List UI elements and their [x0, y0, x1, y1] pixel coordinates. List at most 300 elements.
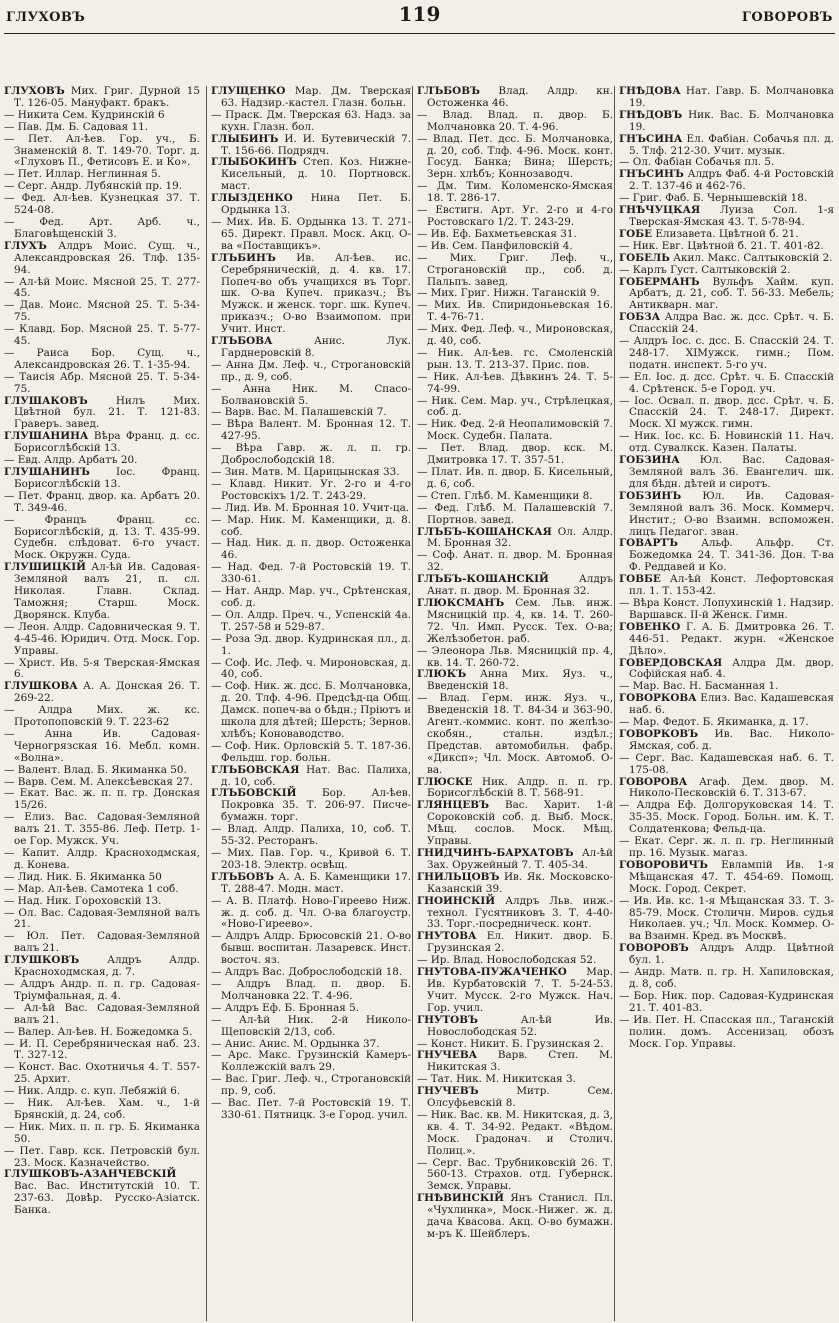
entry-details: — Екат. Вас. ж. п. п. гр. Донская 15/26. — [4, 787, 200, 812]
entry-details: — Анна Дм. Леф. ч., Строгановскій пр., д. 9, соб. — [211, 358, 411, 383]
entry-surname: ГОБЕРМАНЪ — [619, 275, 700, 288]
directory-entry — [619, 491, 834, 539]
directory-entry — [211, 193, 411, 217]
running-head-right: ГОВОРОВЪ — [741, 10, 833, 25]
entry-surname: ГЛЫБИНЪ — [211, 132, 279, 145]
directory-entry — [211, 1015, 411, 1039]
directory-entry — [417, 372, 613, 396]
entry-details: — Ол. Алдр. Преч. ч., Успенскій 4а. Т. 257-58 и 529-87. — [211, 608, 411, 633]
entry-details: — Мар. Вас. Н. Басманная 1. — [619, 680, 779, 693]
entry-details: — Ал-ѣй Моис. Мясной 25. Т. 277-45. — [4, 275, 200, 300]
entry-details: — Соф. Ник. Орловскій 5. Т. 187-36. Фельдш. гор. больн. — [211, 739, 411, 764]
directory-entry — [417, 800, 613, 848]
directory-entry — [211, 562, 411, 586]
entry-details: — Ол. Вас. Садовая-Земляной валъ 21. — [4, 906, 200, 931]
entry-details: А. А. Донская 26. Т. 269-22. — [14, 680, 200, 705]
entry-details: — Евстигн. Арт. Уг. 2-го и 4-го Ростовскаго 1/2. Т. 243-29. — [417, 204, 613, 228]
directory-entry — [619, 277, 834, 313]
entry-surname: ГЛУШАНИНА — [4, 430, 89, 443]
directory-entry — [4, 788, 200, 812]
directory-entry — [4, 491, 200, 515]
entry-details: — Ив. Пет. Н. Спасская пл., Таганскій полин. домъ. Ассенизац. обозъ Моск. Гор. Управы. — [619, 1013, 834, 1050]
entry-details: — Никита Сем. Кудринскій 6 — [4, 108, 165, 121]
entry-details: — И. П. Серебряническая наб. 23. Т. 327-12. — [4, 1037, 200, 1062]
entry-details: Мих. Григ. Дурной 15 Т. 126-05. Мануфакт. бракъ. — [14, 86, 200, 109]
entry-details: Алдръ Фаб. 4-й Ростовскій 2. Т. 137-46 и 462-76. — [629, 168, 834, 193]
directory-entry — [619, 658, 834, 682]
entry-details: — Ник. Фед. 2-й Неопалимовскій 7. Моск. Судебн. Палата. — [417, 418, 613, 443]
entry-details: — Ник. Сем. Мар. уч., Стрѣлецкая, соб. д. — [417, 394, 613, 419]
entry-details: — Ник. Іос. кс. Б. Новинскій 11. Нач. отд. Сувалкск. Казен. Палаты. — [619, 430, 834, 455]
entry-surname: ГЛУШИЦКІЙ — [4, 561, 86, 574]
entry-details: — Вѣра Конст. Лопухинскій 1. Надзир. Варшавск. II-й Женск. Гимн. — [619, 596, 834, 621]
directory-entry — [211, 658, 411, 682]
directory-entry — [417, 872, 613, 896]
entry-details: — Ник. Ал-ѣев. Дѣвкинъ 24. Т. 5-74-99. — [417, 370, 613, 395]
entry-details: — Плат. Ив. п. двор. Б. Кисельный, д. 6, соб. — [417, 466, 613, 490]
entry-details: — Фед. Глѣб. М. Палашевскій 7. Портнов. завед. — [417, 501, 613, 526]
entry-details: — Лид. Ник. Б. Якиманка 50 — [4, 870, 162, 883]
entry-details: Вас. Харит. 1-й Сороковскій соб. д. Выб. Моск. Мѣщ. сослов. Моск. Мѣщ. Управы. — [427, 799, 613, 848]
entry-details: Алдра Дм. двор. Софійская наб. 4. — [629, 656, 834, 681]
entry-details: — Конст. Никит. Б. Грузинская 2. — [417, 1037, 604, 1050]
directory-entry — [619, 967, 834, 991]
entry-details: — Элеонора Льв. Мясницкій пр. 4, кв. 14. Т. 260-72. — [417, 644, 613, 669]
entry-details: — Алдръ Еф. Б. Бронная 5. — [211, 1001, 360, 1014]
entry-surname: ГНУЧЕВЪ — [417, 1085, 479, 1098]
entry-details: — Вас. Пет. 7-й Ростовскій 19. Т. 330-61. Пятницк. 3-е Город. учил. — [211, 1097, 411, 1121]
directory-entry — [4, 515, 200, 563]
entry-details: — Пет. Иллар. Неглинная 5. — [4, 168, 161, 181]
directory-entry — [4, 1039, 200, 1063]
entry-surname: ГОВЕНКО — [619, 620, 681, 633]
entry-details: — Алдра Мих. ж. кс. Протопоповскій 9. Т. 223-62 — [4, 704, 200, 729]
directory-entry — [417, 300, 613, 324]
entry-details: — Францъ Франц. сс. Борисоглѣбскій, д. 13. Т. 435-99. Судебн. слѣдоват. 6-го участ. Моск. Окружн. Суда. — [4, 513, 200, 562]
entry-details: — Над. Ник. Гороховскій 13. — [4, 894, 162, 907]
entry-details: Ив. Як. Московско-Казанскій 39. — [427, 870, 613, 895]
directory-entry — [619, 622, 834, 658]
directory-entry — [4, 217, 200, 241]
entry-surname: ГЛУХОВЪ — [4, 86, 65, 97]
entry-details: — Леон. Алдр. Садовническая 9. Т. 4-45-46. Юридич. Отд. Моск. Гор. Управы. — [4, 620, 200, 657]
entry-details: — Пет. Франц. двор. ка. Арбатъ 20. Т. 349-46. — [4, 489, 200, 514]
entry-details: — Валент. Влад. Б. Якиманка 50. — [4, 763, 187, 776]
entry-details: — Алдра Еф. Долгоруковская 14. Т. 35-35. Моск. Город. Больн. им. К. Т. Солдатенкова; Фельд-ца. — [619, 799, 834, 836]
entry-surname: ГОВОРОВА — [619, 775, 688, 788]
directory-entry — [4, 955, 200, 979]
entry-details: — Тат. Ник. М. Никитская 3. — [417, 1073, 576, 1086]
entry-details: Мар. Ив. Курбатовскій 7. Т. 5-24-53. Учит. Мусск. 2-го Мужск. Нач. Гор. учил. — [427, 966, 613, 1014]
entry-details: Акил. Макс. Салтыковскій 2. — [673, 251, 833, 264]
entry-details: Ал-ѣй Конст. Лефортовская пл. 1. Т. 153-42. — [629, 573, 834, 598]
entry-details: Алдръ Алдр. Цвѣтной бул. 1. — [629, 942, 834, 967]
entry-surname: ГЛЫЗДЕНКО — [211, 192, 293, 205]
entry-details: Альф. Альфр. Ст. Божедомка 24. Т. 341-36. Дон. Т-ва Ф. Реддавей и Ко. — [629, 537, 834, 574]
entry-details: — Клавд. Бор. Мясной 25. Т. 5-77-45. — [4, 323, 200, 348]
entry-details: — Степ. Глѣб. М. Каменщики 8. — [417, 489, 593, 502]
entry-surname: ГЛЪБОВЪ — [417, 86, 480, 97]
entry-details: Ив. Вас. Николо-Ямская, соб. д. — [629, 727, 834, 752]
entry-details: Ив. Ал-ѣев. ис. Серебряническій, д. 4. кв. 17. Попеч-во объ учащихся въ Торг. шк. О-ва Купеч. приказч.; Въ Мужск. и женск. торг. шк. Купеч. приказч.; О-во Взаимопом. при Учит. Инст. — [221, 251, 411, 336]
directory-entry — [417, 253, 613, 289]
entry-details: Ол. Алдр. М. Бронная 32. — [427, 525, 613, 550]
directory-entry — [619, 110, 834, 134]
page-number: 119 — [398, 2, 441, 26]
directory-entry — [619, 134, 834, 158]
entry-surname: ГНЪСИНЪ — [619, 168, 684, 181]
entry-details: Елиз. Вас. Кадашевская наб. 6. — [629, 692, 834, 717]
directory-entry — [417, 574, 613, 598]
entry-surname: ГЛЪБОВЪ — [211, 870, 274, 883]
entry-surname: ГЛЮКСМАНЪ — [417, 596, 505, 609]
entry-details: — Конст. Вас. Охотничья 4. Т. 557-25. Архит. — [4, 1061, 200, 1086]
entry-details: — Ир. Влад. Новослободская 52. — [417, 954, 597, 967]
directory-entry — [417, 527, 613, 551]
entry-details: — Вѣра Гавр. ж. л. п. гр. Доброслободскій 18. — [211, 442, 411, 467]
directory-entry — [211, 217, 411, 253]
entry-details: — Мар. Федот. Б. Якиманка, д. 17. — [619, 716, 809, 729]
entry-details: — Мих. Ив. Спиридоньевская 16. Т. 4-76-71. — [417, 299, 613, 324]
entry-surname: ГОБЗА — [619, 311, 661, 324]
entry-details: Нат. Гавр. Б. Молчановка 19. — [629, 86, 834, 109]
directory-entry — [417, 1050, 613, 1074]
directory-entry — [4, 681, 200, 705]
directory-entry — [619, 943, 834, 967]
entry-details: — Мих. Григ. Леф. ч., Строгановскій пр., соб. д. Пальпъ. завед. — [417, 251, 613, 288]
directory-entry — [619, 431, 834, 455]
entry-details: — Ал-ѣй Ник. 2-й Николо-Щеповскій 2/13, соб. — [211, 1013, 411, 1038]
entry-details: — Влад. Герм. инж. Яуз. ч., Введенскій 18. Т. 84-34 и 363-90. Агент.-коммис. конт. по желѣзо-скобян., стальн. издѣл.; Представ. автомобильн. фабр. «Диксп»; Чл. Моск. Автомоб. О-ва. — [417, 692, 613, 776]
entry-surname: ГНѢЧУЦКАЯ — [619, 204, 701, 217]
entry-surname: ГНИЛЬЦОВЪ — [417, 870, 500, 883]
entry-details: Нат. Вас. Палиха, д. 10, соб. — [221, 763, 411, 788]
directory-entry — [619, 372, 834, 396]
entry-surname: ГЛЯНЦЕВЪ — [417, 799, 490, 812]
directory-entry — [4, 241, 200, 277]
directory-entry — [417, 777, 613, 801]
entry-details: — Нат. Андр. Мар. уч., Срѣтенская, соб. д. — [211, 585, 411, 609]
entry-details: — Арс. Макс. Грузинскій Камеръ-Коллежскій валъ 29. — [211, 1049, 411, 1074]
entry-details: — Пет. Ал-ѣев. Гор. уч., Б. Знаменскій 8. Т. 149-70. Торг. д. «Глуховъ П., Фетисовъ Е. и Ко». — [4, 132, 200, 169]
entry-details: — Над. Фед. 7-й Ростовскій 19. Т. 330-61. — [211, 561, 411, 586]
entry-details: Алдръ Анат. п. двор. М. Бронная 32. — [427, 573, 613, 598]
entry-surname: ГОВОРОВЪ — [619, 942, 689, 955]
entry-surname: ГОВЕРДОВСКАЯ — [619, 656, 723, 669]
directory-entry — [417, 396, 613, 420]
directory-entry — [4, 134, 200, 170]
entry-details: — Валер. Ал-ѣев. Н. Божедомка 5. — [4, 1025, 193, 1038]
entry-surname: ГЛУШАНИНЪ — [4, 466, 90, 478]
entry-surname: ГОБЗИНЪ — [619, 489, 682, 502]
entry-details: — Ник. Алдр. с. куп. Лебяжій 6. — [4, 1085, 181, 1098]
entry-details: — Елиз. Вас. Садовая-Земляной валъ 21. Т. 355-86. Леф. Петр. 1-ое Гор. Мужск. Уч. — [4, 811, 200, 848]
entry-details: А. А. Б. Каменщики 17. Т. 288-47. Модн. маст. — [221, 870, 411, 895]
entry-details: — Мих. Ив. Б. Ордынка 13. Т. 271-65. Директ. Правл. Моск. Акц. О-ва «Поставщикъ». — [211, 215, 411, 252]
directory-entry — [619, 896, 834, 944]
directory-entry — [4, 1169, 200, 1217]
entry-details: Алдръ Алдр. Красноходмская, д. 7. — [14, 954, 200, 979]
entry-surname: ГОБЕЛЬ — [619, 251, 670, 264]
entry-details: — Евд. Алдр. Арбатъ 20. — [4, 454, 138, 467]
entry-surname: ГЛЪБЪ-КОШАНСКАЯ — [417, 525, 552, 538]
entry-details: Іос. Франц. Борисоглѣбскій 13. — [14, 466, 200, 490]
directory-entry — [4, 979, 200, 1003]
directory-entry — [619, 729, 834, 753]
directory-entry — [619, 693, 834, 717]
entry-surname: ГЛУШКОВА — [4, 680, 78, 693]
entry-details: — Влад. Влад. п. двор. Б. Молчановка 20. Т. 4-96. — [417, 108, 613, 133]
entry-details: Степ. Коз. Нижне-Кисельный, д. 10. Портновск. маст. — [221, 156, 411, 193]
entry-details: — Серг. Вас. Кадашевская наб. 6. Т. 175-08. — [619, 751, 834, 776]
entry-surname: ГЛЪБИНЪ — [211, 251, 276, 264]
entry-details: — Соф. Анат. п. двор. М. Бронная 32. — [417, 549, 613, 574]
entry-details: — Ив. Сем. Панфиловскій 4. — [417, 239, 573, 252]
entry-surname: ГНУЧЕВА — [417, 1049, 478, 1062]
entry-surname: ГНУТОВА — [417, 930, 477, 943]
entry-surname: ГОВОРОВИЧЪ — [619, 858, 708, 871]
column-3 — [412, 86, 613, 1321]
entry-details: — Варв. Сем. М. Алексѣевская 27. — [4, 775, 193, 788]
directory-entry — [4, 908, 200, 932]
entry-details: — Анис. Анис. М. Ордынка 37. — [211, 1037, 380, 1050]
entry-surname: ГЛУХЪ — [4, 239, 47, 252]
entry-surname: ГЛЪБОВСКІЙ — [211, 787, 297, 800]
entry-surname: ГОВОРКОВА — [619, 692, 697, 705]
entry-details: — Екат. Серг. ж. л. п. гр. Неглинный пр. 16. Музык. магаз. — [619, 835, 834, 859]
entry-details: Ел. Фабіан. Собачья пл. д. 5. Тлф. 212-30. Учит. музык. — [629, 132, 834, 157]
entry-details: Юл. Вас. Садовая-Земляной валъ 36. Евангелич. шк. для бѣдн. дѣтей и сиротъ. — [629, 454, 834, 490]
entry-details: — Алдръ Іос. с. дсс. Б. Спасскій 24. Т. 248-17. XIМужск. гимн.; Пом. податн. инспект. 5-го уч. — [619, 335, 834, 371]
directory-entry — [4, 658, 200, 682]
entry-details: — Алдръ Андр. п. п. гр. Садовая-Тріумфальная, д. 4. — [4, 977, 200, 1002]
entry-details: — Раиса Бор. Сущ. ч., Александровская 26. Т. 1-35-94. — [4, 346, 200, 371]
entry-details: — Таисія Абр. Мясной 25. Т. 5-34-75. — [4, 370, 200, 395]
directory-entry — [619, 753, 834, 777]
entry-details: — Мих. Фед. Леф. ч., Мироновская, д. 40, соб. — [417, 323, 613, 348]
directory-entry — [4, 324, 200, 348]
entry-surname: ГНОИНСКІЙ — [417, 894, 496, 907]
directory-entry — [417, 550, 613, 574]
entry-details: — Дм. Тим. Коломенско-Ямская 18. Т. 286-17. — [417, 180, 613, 205]
directory-entry — [211, 419, 411, 443]
directory-entry — [211, 479, 411, 503]
directory-entry — [211, 610, 411, 634]
entry-details: — Фед. Ал-ѣев. Кузнецкая 37. Т. 524-08. — [4, 192, 200, 217]
entry-details: — Григ. Фаб. Б. Чернышевскій 18. — [619, 192, 808, 205]
entry-details: Вѣра Франц. д. сс. Борисоглѣбскій 13. — [14, 430, 200, 455]
directory-entry — [417, 86, 613, 110]
directory-entry — [4, 1098, 200, 1122]
entry-details: Янъ Станисл. Пл. «Чухлинка», Моск.-Нижег. ж. д. дача Квасова. Акц. О-во бумажн. м-ръ К. Шейблеръ. — [427, 1192, 613, 1240]
directory-entry — [4, 1062, 200, 1086]
entry-surname: ГЛУШАКОВЪ — [4, 394, 88, 407]
directory-entry — [211, 586, 411, 610]
entry-details: — Вас. Григ. Леф. ч., Строгановскій пр. 9, соб. — [211, 1073, 411, 1098]
entry-details: Алдръ Моис. Сущ. ч., Александровская 26. Тлф. 135-94. — [14, 239, 200, 276]
entry-details: — Ив. Еф. Бахметьевская 31. — [417, 227, 577, 240]
entry-details: — Ник. Ал-ѣев. гс. Смоленскій рын. 13. Т. 213-37. Прис. пов. — [417, 346, 613, 371]
directory-entry — [417, 443, 613, 467]
entry-surname: ГЛЪБОВСКАЯ — [211, 763, 300, 776]
directory-entry — [211, 931, 411, 967]
directory-entry — [417, 1193, 613, 1241]
entry-surname: ГОВАРТЪ — [619, 537, 678, 550]
directory-entry — [211, 788, 411, 824]
entry-details: Нилъ Мих. Цвѣтной бул. 21. Т. 121-83. Граверъ. завед. — [14, 394, 200, 431]
directory-entry — [619, 205, 834, 229]
directory-entry — [619, 836, 834, 860]
entry-details: — Дав. Моис. Мясной 25. Т. 5-34-75. — [4, 299, 200, 324]
directory-entry — [4, 467, 200, 491]
entry-details: — Анна Ник. М. Спасо-Болвановскій 5. — [211, 382, 411, 407]
directory-entry — [417, 503, 613, 527]
directory-entry — [4, 622, 200, 658]
entry-details: — Серг. Андр. Лубянскій пр. 19. — [4, 180, 183, 193]
entry-details: — Ник. Мих. п. п. гр. Б. Якиманка 50. — [4, 1120, 200, 1145]
entry-details: — Вѣра Валент. М. Бронная 12. Т. 427-95. — [211, 418, 411, 443]
entry-details: — Анна Ив. Садовая-Черногрязская 16. Мебл. комн. «Волна». — [4, 727, 200, 764]
directory-entry — [211, 110, 411, 134]
column-2 — [206, 86, 411, 1321]
directory-entry — [211, 1050, 411, 1074]
directory-entry — [417, 110, 613, 134]
entry-surname: ГЛУЩЕНКО — [211, 86, 286, 97]
directory-entry — [4, 705, 200, 729]
entry-details: — Варв. Вас. М. Палашевскій 7. — [211, 406, 387, 419]
entry-details: — Мих. Григ. Нижн. Таганскій 9. — [417, 287, 600, 300]
entry-details: — Пет. Гавр. кск. Петровскій бул. 23. Моск. Казначейство. — [4, 1144, 200, 1169]
directory-entry — [211, 681, 411, 741]
entry-surname: ГЛЪБОВА — [211, 335, 273, 348]
directory-entry — [619, 800, 834, 836]
directory-entry — [211, 896, 411, 932]
directory-entry — [4, 348, 200, 372]
entry-surname: ГОВОРКОВЪ — [619, 727, 699, 740]
entry-details: Ник. Вас. Б. Молчановка 19. — [629, 108, 834, 133]
entry-details: — Христ. Ив. 5-я Тверская-Ямская 6. — [4, 656, 200, 681]
entry-surname: ГНУТОВА-ПУЖАЧЕНКО — [417, 966, 567, 979]
entry-surname: ГЛЮСКЕ — [417, 775, 473, 788]
directory-entry — [211, 538, 411, 562]
entry-details: — Над. Ник. д. п. двор. Остоженка 46. — [211, 537, 411, 562]
entry-surname: ГОБЗИНА — [619, 454, 680, 467]
directory-entry — [211, 1098, 411, 1122]
entry-details: — Зин. Матв. М. Царицынская 33. — [211, 466, 400, 478]
entry-details: Варв. Степ. М. Никитская 3. — [427, 1049, 613, 1074]
directory-entry — [4, 86, 200, 110]
entry-details: Анис. Лук. Гарднеровскій 8. — [221, 335, 411, 359]
running-head-left: ГЛУХОВЪ — [6, 10, 86, 25]
directory-entry — [4, 300, 200, 324]
entry-details: Алдра Вас. ж. дсс. Срѣт. ч. Б. Спасскій 24. — [629, 311, 834, 336]
directory-entry — [417, 1086, 613, 1110]
directory-entry — [4, 396, 200, 432]
directory-entry — [619, 991, 834, 1015]
directory-entry — [4, 729, 200, 765]
directory-entry — [417, 205, 613, 229]
directory-entry — [417, 646, 613, 670]
directory-entry — [211, 848, 411, 872]
entry-details: — Лид. Ив. М. Бронная 10. Учит-ца. — [211, 501, 410, 514]
entry-details: — Влад. Пет. дсс. Б. Молчановка, д. 20, соб. Тлф. 4-96. Моск. конт. Госуд. Банка; Вина; Шерсть; Зерн. хлѣбъ; Коннозаводч. — [417, 132, 613, 181]
directory-entry — [211, 336, 411, 360]
entry-details: — Ал-ѣй Вас. Садовая-Земляной валъ 21. — [4, 1001, 200, 1026]
directory-columns — [4, 86, 835, 1321]
directory-entry — [417, 669, 613, 693]
entry-surname: ГНѢВИНСКІЙ — [417, 1192, 504, 1205]
entry-details: — Ник. Ал-ѣев. Хам. ч., 1-й Брянскій, д. 24, соб. — [4, 1097, 200, 1121]
directory-entry — [211, 360, 411, 384]
directory-entry — [417, 1158, 613, 1194]
directory-entry — [4, 812, 200, 848]
directory-entry — [4, 277, 200, 301]
directory-entry — [211, 824, 411, 848]
entry-details: Агаф. Дем. двор. М. Николо-Песковскій 6. Т. 313-67. — [629, 775, 834, 800]
entry-details: Елизавета. Цвѣтной б. 21. — [655, 227, 799, 240]
directory-entry — [211, 1074, 411, 1098]
directory-entry — [211, 634, 411, 658]
directory-entry — [417, 134, 613, 182]
directory-entry — [619, 574, 834, 598]
directory-entry — [417, 419, 613, 443]
directory-entry — [211, 86, 411, 110]
entry-details: — Соф. Ник. ж. дсс. Б. Молчановка, д. 20. Тлф. 4-96. Предсѣд-ца Общ. Дамск. попеч-ва о бѣдн.; Пріютъ и школа для дѣтей; Шерсть; Зернов. хлѣбъ; Коноваводство. — [211, 680, 411, 740]
directory-entry — [4, 1003, 200, 1027]
entry-details: Юл. Ив. Садовая-Земляной валъ 36. Моск. Коммерч. Инстит.; О-во Взаимн. вспоможен. лицъ Педагог. зван. — [629, 489, 834, 538]
entry-details: — Капит. Алдр. Красноходмская, д. Конева. — [4, 847, 200, 871]
entry-details: — Іос. Освал. п. двор. дсс. Срѣт. ч. Б. Спасскій 24. Т. 248-17. Директ. Моск. XI мужск. гимн. — [619, 394, 834, 431]
entry-details: — Ник. Евг. Цвѣтной б. 21. Т. 401-82. — [619, 239, 824, 252]
entry-details: — Фед. Арт. Арб. ч., Благовѣщенскій 3. — [4, 215, 200, 240]
entry-details: Луиза Сол. 1-я Тверская-Ямская 43. Т. 5-78-94. — [629, 204, 834, 228]
header-rule — [4, 33, 835, 34]
entry-details: — Юл. Пет. Садовая-Земляной валъ 21. — [4, 930, 200, 955]
entry-surname: ГНУТОВЪ — [417, 1013, 478, 1026]
directory-entry — [211, 157, 411, 193]
entry-surname: ГНѢДОВА — [619, 86, 681, 97]
entry-details: Мар. Дм. Тверская 63. Надзир.-кастел. Глазн. больн. — [221, 86, 411, 109]
entry-details: — Серг. Вас. Трубниковскій 26. Т. 560-13. Страхов. отд. Губернск. Земск. Управы. — [417, 1156, 613, 1193]
entry-surname: ГНЪСИНА — [619, 132, 683, 145]
entry-surname: ГЛУШКОВЪ — [4, 954, 80, 967]
entry-details: И. И. Бутевическій 7. Т. 156-66. Подрядч. — [221, 132, 411, 157]
entry-details: Евлампій Ив. 1-я Мѣщанская 47. Т. 454-69. Помощ. Моск. Город. Секрет. — [629, 858, 834, 895]
entry-details: Бор. Ал-ѣев. Покровка 35. Т. 206-97. Писче-бумажн. торг. — [221, 787, 411, 824]
column-4 — [614, 86, 834, 1321]
entry-details: — Карлъ Густ. Салтыковскій 2. — [619, 263, 791, 276]
directory-entry — [211, 253, 411, 336]
entry-surname: ГОБЕ — [619, 227, 653, 240]
directory-entry — [417, 931, 613, 955]
entry-details: Влад. Алдр. кн. Остоженка 46. — [427, 86, 613, 109]
entry-details: Ал-ѣй Ив. Садовая-Земляной валъ 21, п. сл. Николая. Главн. Склад. Таможня; Старш. Моск. Дворянск. Клуба. — [14, 561, 200, 621]
directory-entry — [4, 1146, 200, 1170]
directory-entry — [211, 741, 411, 765]
directory-entry — [619, 169, 834, 193]
entry-details: — Влад. Алдр. Палиха, 10, соб. Т. 55-32. Ресторанъ. — [211, 823, 411, 848]
entry-details: Алдръ Льв. инж.-технол. Гусятниковъ 3. Т. 4-40-33. Торг.-посредническ. конт. — [427, 894, 613, 931]
entry-details: — Алдръ Алдр. Брюсовскій 21. О-во бывш. воспитан. Лазаревск. Инст. восточ. яз. — [211, 930, 411, 967]
entry-details: — Роза Эд. двор. Кудринская пл., д. 1. — [211, 632, 411, 657]
entry-details: Ник. Алдр. п. п. гр. Борисоглѣбскій 8. Т. 568-91. — [427, 775, 613, 800]
directory-entry — [619, 312, 834, 336]
directory-entry — [619, 336, 834, 372]
directory-entry — [417, 598, 613, 646]
entry-surname: ГЛЫБОКИНЪ — [211, 156, 297, 169]
entry-surname: ГНИДЧИНЪ-БАРХАТОВЪ — [417, 847, 574, 859]
entry-surname: ГЛУШКОВЪ-АЗАНЧЕВСКІЙ — [4, 1168, 177, 1181]
